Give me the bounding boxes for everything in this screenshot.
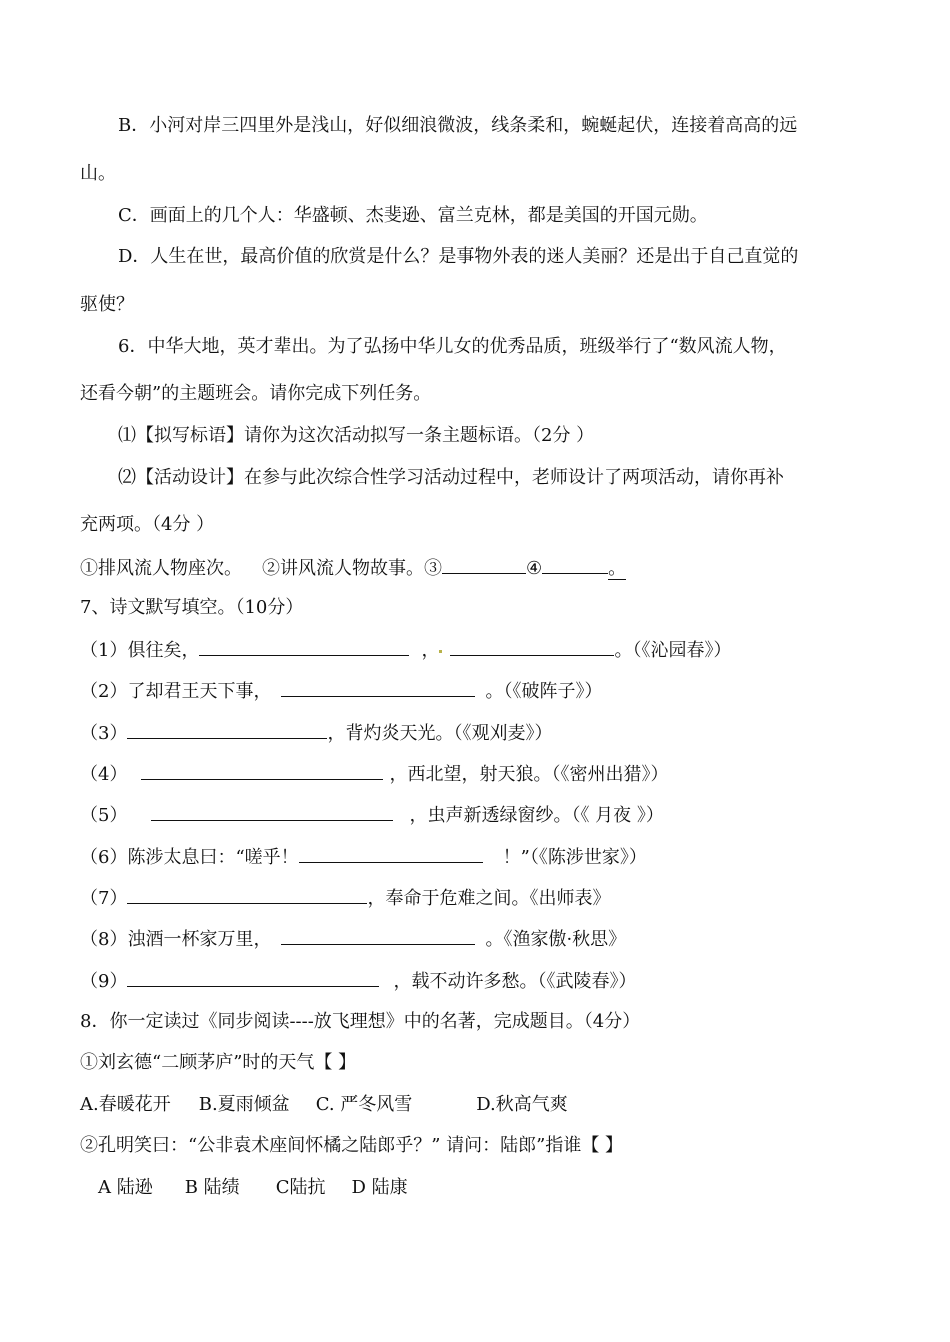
poem-5-prefix: （5） — [80, 805, 128, 826]
poem-8-blank[interactable] — [281, 926, 475, 945]
poem-2-suffix: 。（《破阵子》） — [485, 681, 603, 702]
poem-8-prefix: （8）浊酒一杯家万里， — [80, 929, 272, 950]
poem-5-suffix: ，虫声新透绿窗纱。（《 月夜 》） — [409, 805, 664, 826]
poem-9 — [80, 968, 636, 994]
activity-4-blank[interactable] — [542, 555, 608, 574]
activity-end: 。 — [608, 558, 627, 579]
poem-2 — [80, 678, 602, 704]
poem-3-suffix: ，背灼炎天光。（《观刈麦》） — [327, 723, 553, 744]
poem-7 — [80, 885, 610, 911]
poem-6-suffix: ！”（《陈涉世家》） — [502, 847, 647, 868]
question-8-sub2-options — [98, 1176, 408, 1200]
sub2-option-d[interactable]: D 陆康 — [351, 1177, 408, 1198]
poem-7-suffix: ，奉命于危难之间。《出师表》 — [367, 888, 611, 909]
sub2-option-b[interactable]: B 陆绩 — [184, 1177, 240, 1198]
question-8: 8．你一定读过《同步阅读----放飞理想》中的名著，完成题目。（4分） — [80, 1011, 641, 1032]
poem-1-prefix: （1）俱往矣， — [80, 640, 200, 661]
poem-4-prefix: （4） — [80, 764, 128, 785]
poem-1 — [80, 637, 731, 663]
activity-1: ①排风流人物座次。 — [80, 558, 242, 579]
question-8-sub1: ①刘玄德“二顾茅庐”时的天气【 】 — [80, 1052, 357, 1073]
poem-3-prefix: （3） — [80, 723, 128, 744]
poem-5 — [80, 802, 664, 828]
activities-line — [80, 555, 626, 581]
poem-7-prefix: （7） — [80, 888, 128, 909]
sub2-option-c[interactable]: C陆抗 — [275, 1177, 326, 1198]
poem-3 — [80, 720, 552, 746]
poem-8-suffix: 。《渔家傲·秋思》 — [485, 929, 627, 950]
poem-1-comma: ， — [421, 640, 440, 661]
activity-2: ②讲风流人物故事。③ — [262, 558, 442, 579]
poem-2-prefix: （2）了却君王天下事， — [80, 681, 272, 702]
activity-4-marker: ④ — [526, 558, 543, 579]
question-6-task2-line2: 充两项。（4分 ） — [80, 514, 215, 535]
option-d-line2: 驱使？ — [80, 294, 134, 315]
sub2-option-a[interactable]: A 陆逊 — [98, 1177, 153, 1198]
poem-3-blank[interactable] — [127, 720, 327, 739]
poem-6-prefix: （6）陈涉太息曰：“嗟乎！ — [80, 847, 299, 868]
option-d-line1: D．人生在世，最高价值的欣赏是什么？是事物外表的迷人美丽？还是出于自己直觉的 — [118, 246, 799, 267]
sub1-option-d[interactable]: D.秋高气爽 — [476, 1094, 568, 1115]
option-c: C．画面上的几个人：华盛顿、杰斐逊、富兰克林，都是美国的开国元勋。 — [118, 205, 708, 226]
poem-1-suffix: 。（《沁园春》） — [614, 640, 732, 661]
poem-4-suffix: ，西北望，射天狼。（《密州出猎》） — [389, 764, 669, 785]
stray-dot — [439, 650, 442, 653]
poem-9-prefix: （9） — [80, 971, 128, 992]
poem-1-blank-b[interactable] — [450, 637, 614, 656]
poem-8 — [80, 926, 626, 952]
poem-1-blank-a[interactable] — [199, 637, 409, 656]
poem-5-blank[interactable] — [151, 802, 393, 821]
poem-4 — [80, 761, 668, 787]
sub1-option-c[interactable]: C. 严冬风雪 — [315, 1094, 413, 1115]
question-6-line1: 6．中华大地，英才辈出。为了弘扬中华儿女的优秀品质，班级举行了“数风流人物， — [118, 336, 787, 357]
poem-6-blank[interactable] — [299, 844, 483, 863]
poem-7-blank[interactable] — [127, 885, 367, 904]
question-6-line2: 还看今朝”的主题班会。请你完成下列任务。 — [80, 383, 432, 404]
poem-9-blank[interactable] — [127, 968, 379, 987]
poem-4-blank[interactable] — [141, 761, 383, 780]
poem-9-suffix: ，载不动许多愁。（《武陵春》） — [393, 971, 637, 992]
option-b-line1: B．小河对岸三四里外是浅山，好似细浪微波，线条柔和，蜿蜒起伏，连接着高高的远 — [118, 115, 798, 136]
question-6-task1: ⑴【拟写标语】请你为这次活动拟写一条主题标语。（2分 ） — [118, 425, 595, 446]
poem-6 — [80, 844, 647, 870]
poem-2-blank[interactable] — [281, 678, 475, 697]
sub1-option-b[interactable]: B.夏雨倾盆 — [198, 1094, 290, 1115]
option-b-line2: 山。 — [80, 163, 116, 184]
question-8-sub1-options — [80, 1093, 568, 1117]
question-6-task2-line1: ⑵【活动设计】在参与此次综合性学习活动过程中，老师设计了两项活动，请你再补 — [118, 467, 784, 488]
question-8-sub2: ②孔明笑曰：“公非袁术座间怀橘之陆郎乎？” 请问：陆郎”指谁【 】 — [80, 1135, 624, 1156]
activity-3-blank[interactable] — [442, 555, 526, 574]
sub1-option-a[interactable]: A.春暖花开 — [80, 1094, 171, 1115]
question-7: 7、诗文默写填空。（10分） — [80, 597, 304, 618]
